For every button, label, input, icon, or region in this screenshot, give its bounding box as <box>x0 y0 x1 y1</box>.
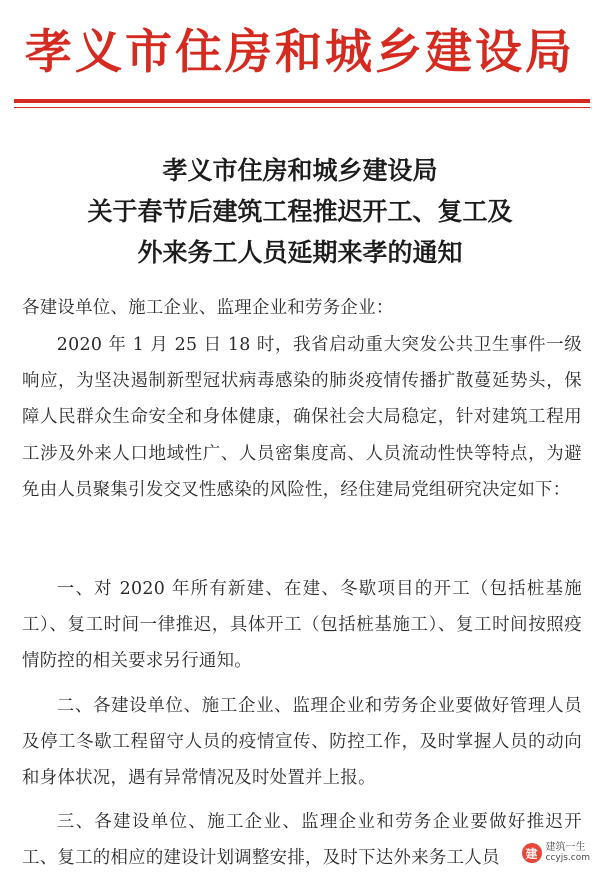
letterhead-red-rule <box>14 99 590 103</box>
letterhead-org-name: 孝义市住房和城乡建设局 <box>25 25 575 80</box>
notice-title-line-1: 孝义市住房和城乡建设局 <box>162 156 438 185</box>
watermark-url: ccyjs.com <box>545 853 590 863</box>
notice-title-line-3: 外来务工人员延期来孝的通知 <box>137 238 463 267</box>
letterhead-red-rule-thin <box>14 107 590 108</box>
salutation: 各建设单位、施工企业、监理企业和劳务企业： <box>22 298 394 318</box>
body-paragraph-3: 二、各建设单位、施工企业、监理企业和劳务企业要做好管理人员及停工冬歇工程留守人员的疫情宣传、防控工作，及时掌握人员的动向和身体状况，遇有异常情况及时处置并上报。 <box>22 696 582 789</box>
watermark-logo-icon: 建 <box>522 843 542 863</box>
notice-title-line-2: 关于春节后建筑工程推迟开工、复工及 <box>87 197 513 226</box>
body-paragraph-1: 2020 年 1 月 25 日 18 时，我省启动重大突发公共卫生事件一级响应，为坚决遏制新型冠状病毒感染的肺炎疫情传播扩散蔓延势头，保障人民群众生命安全和身体健康，确保社会大局稳定，针对建筑工程用工涉及外来人口地域性广、人员密集度高、人员流动性快等特点，为避免由人员聚集引发交叉性感染的风险性，经住建局党组研究决定如下： <box>22 335 582 500</box>
body-paragraph-4: 三、各建设单位、施工企业、监理企业和劳务企业要做好推迟开工、复工的相应的建设计划调整安排，及时下达外来务工人员 <box>22 812 582 869</box>
site-watermark <box>522 842 591 864</box>
body-paragraph-2: 一、对 2020 年所有新建、在建、冬歇项目的开工（包括桩基施工）、复工时间一律推迟，具体开工（包括桩基施工）、复工时间按照疫情防控的相关要求另行通知。 <box>22 579 582 672</box>
watermark-name: 建筑一生 <box>545 842 586 853</box>
